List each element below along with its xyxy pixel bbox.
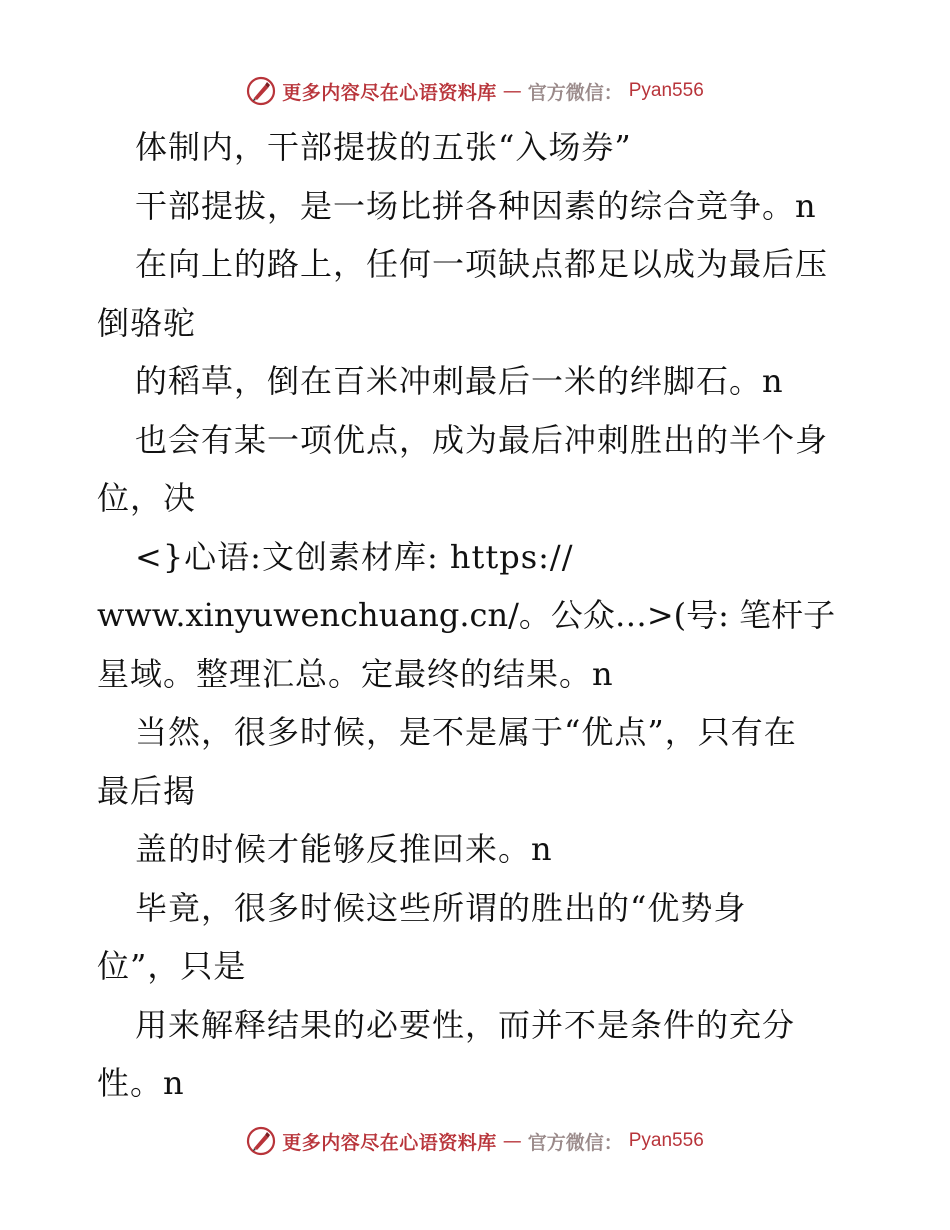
document-title: 体制内，干部提拔的五张“入场券”: [135, 128, 632, 166]
paragraph-line: 毕竟，很多时候这些所谓的胜出的“优势身: [135, 888, 747, 927]
watermark-separator: —: [502, 1130, 522, 1152]
watermark-wechat-id: Pyan556: [628, 1130, 704, 1151]
watermark-separator: —: [502, 80, 522, 102]
paragraph-line: 也会有某一项优点，成为最后冲刺胜出的半个身: [135, 420, 829, 459]
watermark-wechat-id: Pyan556: [628, 80, 704, 101]
paragraph-line: 用来解释结果的必要性，而并不是条件的充分: [135, 1005, 796, 1044]
watermark-wechat-label: 官方微信：: [527, 1131, 623, 1154]
paragraph-line: 盖的时候才能够反推回来。n: [135, 830, 553, 868]
paragraph-line: 在向上的路上，任何一项缺点都足以成为最后压: [135, 245, 829, 283]
watermark-text: 更多内容尽在心语资料库: [282, 81, 497, 104]
pen-logo-icon: [246, 76, 276, 106]
paragraph-line: 星域。整理汇总。定最终的结果。n: [97, 654, 614, 693]
paragraph-line: 当然，很多时候，是不是属于“优点”，只有在: [135, 713, 797, 751]
document-body: [97, 118, 867, 1113]
header-watermark: [0, 71, 950, 111]
paragraph-line: www.xinyuwenchuang.cn/。公众…>(号: 笔杆子: [97, 596, 836, 634]
watermark-wechat-label: 官方微信：: [527, 81, 623, 104]
watermark-text: 更多内容尽在心语资料库: [282, 1131, 497, 1154]
paragraph-line: 性。n: [97, 1064, 185, 1102]
paragraph-line: 干部提拔，是一场比拼各种因素的综合竞争。n: [135, 186, 817, 225]
paragraph-line: 位，决: [97, 479, 197, 517]
footer-watermark: [0, 1121, 950, 1161]
paragraph-line: 倒骆驼: [97, 303, 197, 342]
paragraph-line: <}心语:文创素材库: https://: [135, 537, 574, 576]
paragraph-line: 最后揭: [97, 771, 197, 810]
paragraph-line: 的稻草，倒在百米冲刺最后一米的绊脚石。n: [135, 362, 784, 400]
pen-logo-icon: [246, 1126, 276, 1156]
paragraph-line: 位”，只是: [97, 947, 247, 985]
